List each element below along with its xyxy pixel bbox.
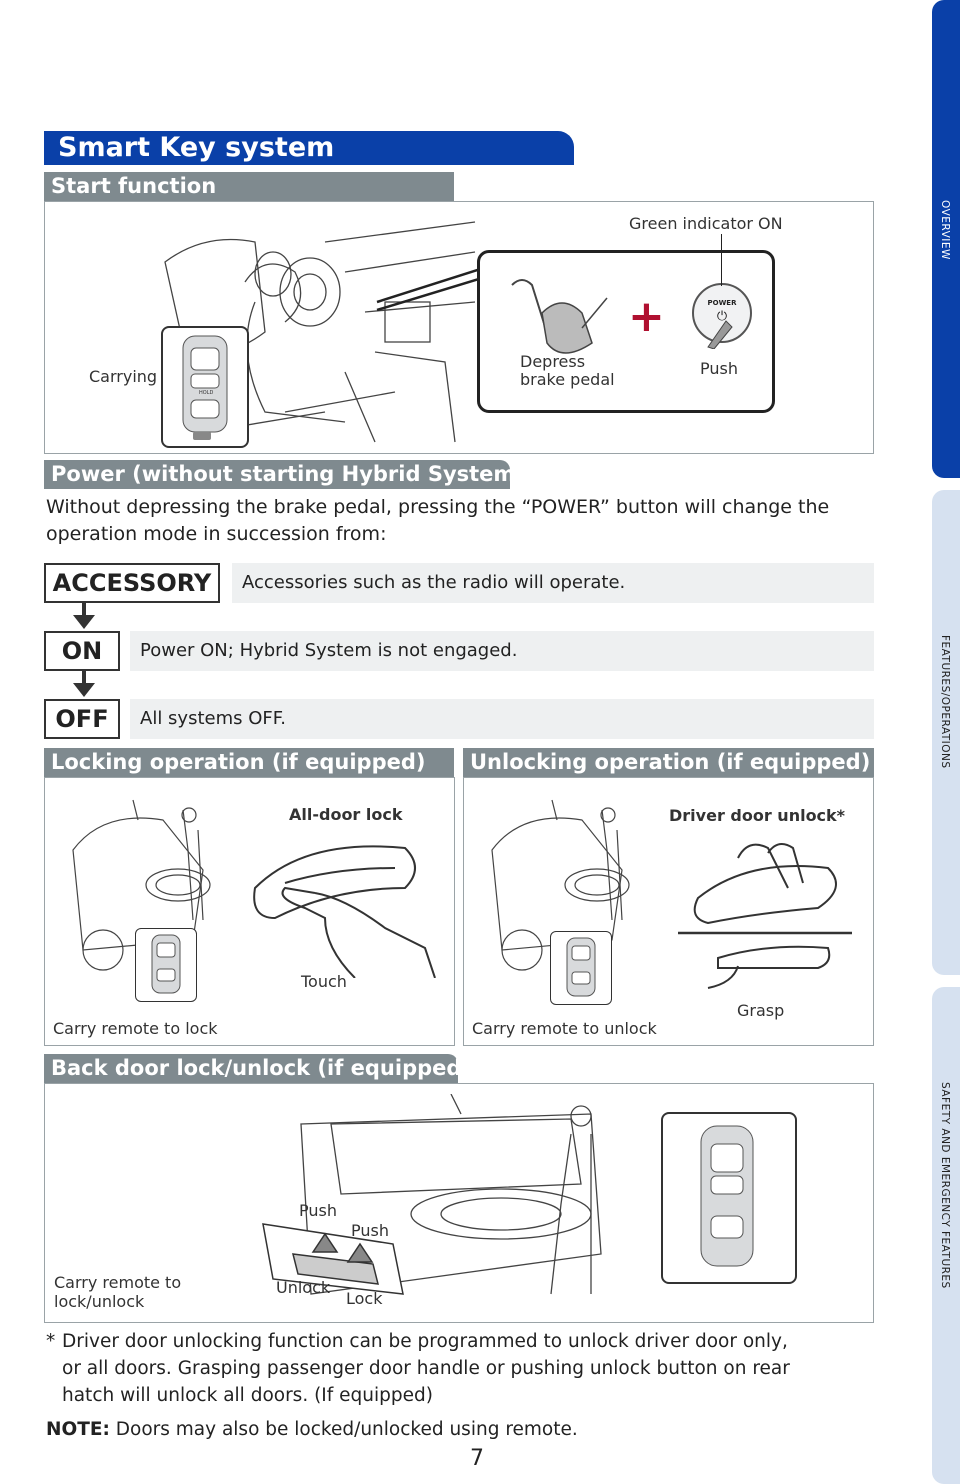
indicator-pointer xyxy=(721,234,722,286)
side-tab-safety[interactable] xyxy=(932,987,960,1484)
footnote-star: * xyxy=(46,1331,56,1352)
page-number: 7 xyxy=(470,1446,484,1471)
door-handle-touch-illustration xyxy=(245,828,445,978)
footnote-line3: hatch will unlock all doors. (If equipped) xyxy=(62,1385,433,1406)
locking-panel xyxy=(44,777,455,1046)
start-function-panel xyxy=(44,201,874,454)
footnote-line1: Driver door unlocking function can be programmed to unlock driver door only, xyxy=(62,1331,788,1352)
section-heading-locking: Locking operation (if equipped) xyxy=(44,748,454,777)
footnote-line2: or all doors. Grasping passenger door handle or pushing unlock button on rear xyxy=(62,1358,790,1379)
plus-icon: + xyxy=(628,291,665,342)
mode-off-desc: All systems OFF. xyxy=(130,699,874,739)
note-text: Doors may also be locked/unlocked using remote. xyxy=(115,1419,578,1440)
carry-line1: Carry remote to xyxy=(54,1273,182,1292)
section-heading-unlocking: Unlocking operation (if equipped) xyxy=(463,748,874,777)
page-title: Smart Key system xyxy=(44,131,574,165)
side-tab-features-label: FEATURES/OPERATIONS xyxy=(939,635,951,769)
fob-hold-label: HOLD xyxy=(199,390,214,396)
power-button-label: POWER xyxy=(707,299,737,307)
push-label-1: Push xyxy=(299,1201,337,1220)
key-fob xyxy=(161,326,249,448)
back-door-panel xyxy=(44,1083,874,1323)
note xyxy=(46,1416,578,1443)
side-tab-overview-label: OVERVIEW xyxy=(939,200,951,260)
depress-line1: Depress xyxy=(520,352,586,371)
section-heading-start: Start function xyxy=(44,172,454,201)
mode-accessory-desc: Accessories such as the radio will operate. xyxy=(232,563,874,603)
carry-line2: lock/unlock xyxy=(54,1292,145,1311)
key-fob xyxy=(661,1112,797,1284)
push-label: Push xyxy=(700,359,738,378)
driver-door-unlock-label: Driver door unlock* xyxy=(669,806,846,825)
door-handle-grasp-illustration xyxy=(678,838,858,998)
carry-remote-lock-label: Carry remote to lock xyxy=(53,1019,218,1038)
brake-pedal-icon xyxy=(502,273,612,363)
mode-on-desc: Power ON; Hybrid System is not engaged. xyxy=(130,631,874,671)
side-tab-overview[interactable] xyxy=(932,0,960,478)
carry-remote-lock-unlock-label xyxy=(54,1273,181,1311)
unlocking-panel xyxy=(463,777,874,1046)
power-symbol-icon: ⏻ xyxy=(716,309,728,324)
power-intro: Without depressing the brake pedal, pressing the “POWER” button will change the operation mode in succession from: xyxy=(46,496,830,545)
carrying-label: Carrying xyxy=(89,367,158,386)
side-tab-safety-label: SAFETY AND EMERGENCY FEATURES xyxy=(939,1082,951,1289)
unlock-label: Unlock xyxy=(276,1278,331,1297)
green-indicator-label: Green indicator ON xyxy=(629,214,783,233)
note-label: NOTE: xyxy=(46,1419,110,1440)
push-label-2: Push xyxy=(351,1221,389,1240)
all-door-lock-label: All-door lock xyxy=(289,805,403,824)
carry-remote-unlock-label: Carry remote to unlock xyxy=(472,1019,657,1038)
arrow-down-icon xyxy=(73,603,95,627)
mode-on: ON xyxy=(44,631,120,671)
mode-accessory: ACCESSORY xyxy=(44,563,220,603)
finger-push-icon xyxy=(702,309,742,349)
mode-off: OFF xyxy=(44,699,120,739)
start-inset-box xyxy=(477,250,775,413)
touch-label: Touch xyxy=(301,972,347,991)
section-heading-back-door: Back door lock/unlock (if equipped) xyxy=(44,1054,458,1083)
footnote xyxy=(46,1328,886,1409)
key-fob xyxy=(550,931,612,1005)
back-door-switch-illustration xyxy=(253,1204,413,1314)
key-fob xyxy=(135,928,197,1002)
side-tab-features[interactable] xyxy=(932,490,960,975)
lock-label: Lock xyxy=(346,1289,383,1308)
section-heading-power: Power (without starting Hybrid System) xyxy=(44,460,510,489)
arrow-down-icon xyxy=(73,671,95,695)
depress-brake-label xyxy=(520,353,615,389)
grasp-label: Grasp xyxy=(737,1001,785,1020)
depress-line2: brake pedal xyxy=(520,370,615,389)
